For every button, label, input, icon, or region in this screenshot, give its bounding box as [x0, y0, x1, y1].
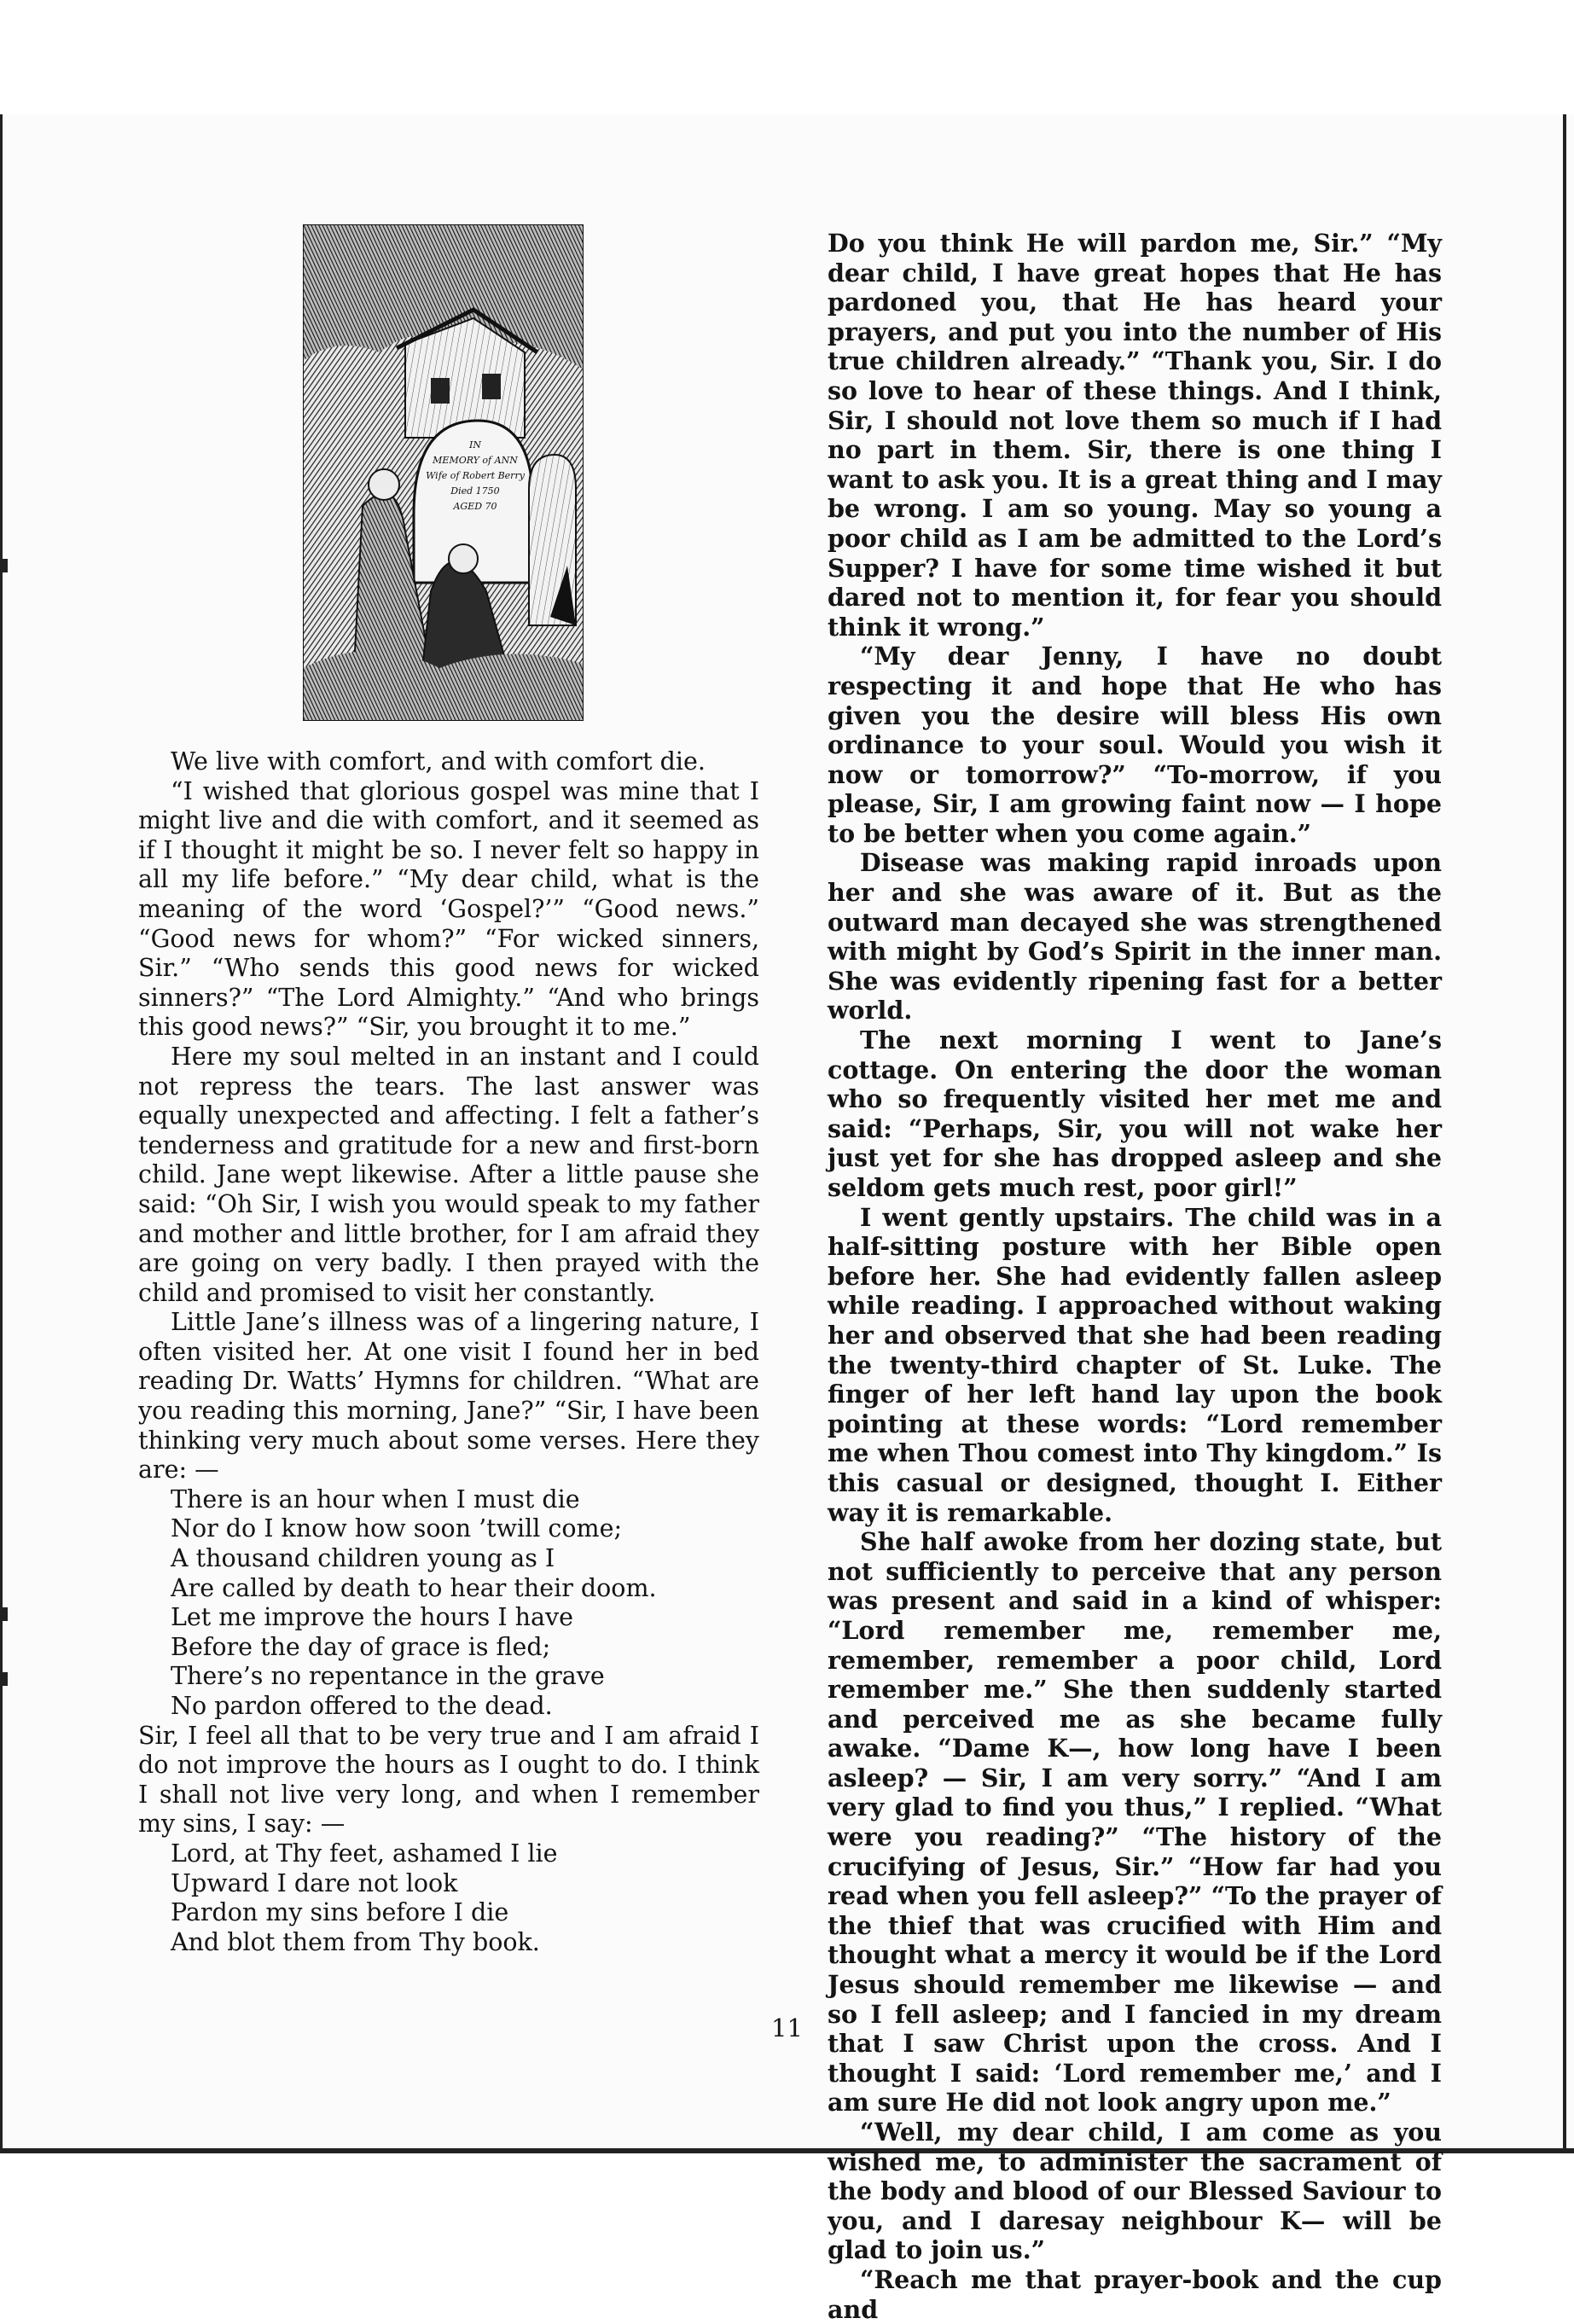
paragraph: Sir, I feel all that to be very true and I am afraid I do not improve the hours as I ought to do. I think I shall not live very long, and when I remember my sins, I say: —	[138, 1721, 759, 1839]
hymn-line: Let me improve the hours I have	[171, 1603, 573, 1632]
paragraph: “I wished that glorious gospel was mine that I might live and die with comfort, and it seemed as if I thought it might be so. I never felt so happy in all my life before.” “My dear child, what is the meaning of the word ‘Gospel?’” “Good news.” “Good news for whom?” “For wicked sinners, Sir.” “Who sends this good news for wicked sinners?” “The Lord Almighty.” “And who brings this good news?” “Sir, you brought it to me.”	[138, 776, 759, 1042]
left-border-line	[0, 114, 3, 2153]
left-text-column	[138, 747, 759, 1957]
paragraph: Do you think He will pardon me, Sir.” “My dear child, I have great hopes that He has pardoned you, that He has heard your prayers, and put you into the number of His true children already.” “Thank you, Sir. I do so love to hear of these things. And I think, Sir, I should not love them so much if I had no part in them. Sir, there is one thing I want to ask you. It is a great thing and I may be wrong. I am so young. May so young a poor child as I am be admitted to the Lord’s Supper? I have for some time wished it but dared not to mention it, for fear you should think it wrong.”	[828, 229, 1442, 642]
paragraph: The next morning I went to Jane’s cottage. On entering the door the woman who so frequently visited her met me and said: “Perhaps, Sir, you will not wake her just yet for she has dropped asleep and she seldom gets much rest, poor girl!”	[828, 1025, 1442, 1202]
hymn-line: Lord, at Thy feet, ashamed I lie	[171, 1839, 558, 1868]
inscription-line: Died 1750	[450, 485, 500, 497]
paragraph: Here my soul melted in an instant and I could not repress the tears. The last answer was equally unexpected and affecting. I felt a father’s tenderness and gratitude for a new and first-born child. Jane wept likewise. After a little pause she said: “Oh Sir, I wish you would speak to my father and mother and little brother, for I am afraid they are going on very badly. I then prayed with the child and promised to visit her constantly.	[138, 1042, 759, 1307]
paragraph: “Well, my dear child, I am come as you wished me, to administer the sacrament of the body and blood of our Blessed Saviour to you, and I daresay neighbour K— will be glad to join us.”	[828, 2118, 1442, 2265]
paragraph: Disease was making rapid inroads upon her and she was aware of it. But as the outward man decayed she was strengthened with might by God’s Spirit in the inner man. She was evidently ripening fast for a better world.	[828, 848, 1442, 1025]
hymn-line: No pardon offered to the dead.	[171, 1692, 553, 1720]
hymn-line: And blot them from Thy book.	[171, 1927, 540, 1956]
hymn-line: Nor do I know how soon ’twill come;	[171, 1514, 623, 1543]
binding-mark	[0, 1607, 8, 1621]
inscription-line: IN	[469, 439, 481, 450]
inscription-line: Wife of Robert Berry	[426, 470, 525, 481]
right-text-column	[828, 229, 1442, 2324]
inscription-line: AGED 70	[453, 501, 497, 512]
hymn-line: There’s no repentance in the grave	[171, 1662, 605, 1691]
binding-mark	[0, 559, 8, 572]
page-number: 11	[771, 2013, 803, 2042]
churchyard-engraving-icon	[303, 224, 584, 721]
paragraph: “Reach me that prayer-book and the cup and	[828, 2264, 1442, 2324]
paragraph: Little Jane’s illness was of a lingering nature, I often visited her. At one visit I found her in bed reading Dr. Watts’ Hymns for children. “What are you reading this morning, Jane?” “Sir, I have been thinking very much about some verses. Here they are: —	[138, 1308, 759, 1484]
paragraph: I went gently upstairs. The child was in a half-sitting posture with her Bible open before her. She had evidently fallen asleep while reading. I approached without waking her and observed that she had been reading the twenty-third chapter of St. Luke. The finger of her left hand lay upon the book pointing at these words: “Lord remember me when Thou comest into Thy kingdom.” Is this casual or designed, thought I. Either way it is remarkable.	[828, 1202, 1442, 1527]
inscription-line: MEMORY of ANN	[433, 455, 518, 466]
hymn-line: A thousand children young as I	[171, 1544, 555, 1573]
verse-line: We live with comfort, and with comfort die.	[171, 747, 706, 776]
right-border-line	[1563, 114, 1566, 2153]
binding-mark	[0, 1672, 8, 1686]
page-top-margin	[0, 0, 1574, 114]
hymn-line: Upward I dare not look	[171, 1868, 458, 1897]
hymn-line: There is an hour when I must die	[171, 1484, 580, 1514]
hymn-line: Are called by death to hear their doom.	[171, 1573, 657, 1602]
paragraph: She half awoke from her dozing state, but not sufficiently to perceive that any person was present and said in a kind of whisper: “Lord remember me, remember me, remember, remember a poor child, Lord remember me.” She then suddenly started and perceived me as she became fully awake. “Dame K—, how long have I been asleep? — Sir, I am very sorry.” “And I am very glad to find you thus,” I replied. “What were you reading?” “The history of the crucifying of Jesus, Sir.” “How far had you read when you fell asleep?” “To the prayer of the thief that was crucified with Him and thought what a mercy it would be if the Lord Jesus should remember me likewise — and so I fell asleep; and I fancied in my dream that I saw Christ upon the cross. And I thought I said: ‘Lord remember me,’ and I am sure He did not look angry upon me.”	[828, 1527, 1442, 2118]
paragraph: “My dear Jenny, I have no doubt respecting it and hope that He who has given you the desire will bless His own ordinance to your soul. Would you wish it now or tomorrow?” “To-morrow, if you please, Sir, I am growing faint now — I hope to be better when you come again.”	[828, 642, 1442, 848]
hymn-line: Before the day of grace is fled;	[171, 1632, 551, 1661]
hymn-line: Pardon my sins before I die	[171, 1898, 509, 1927]
